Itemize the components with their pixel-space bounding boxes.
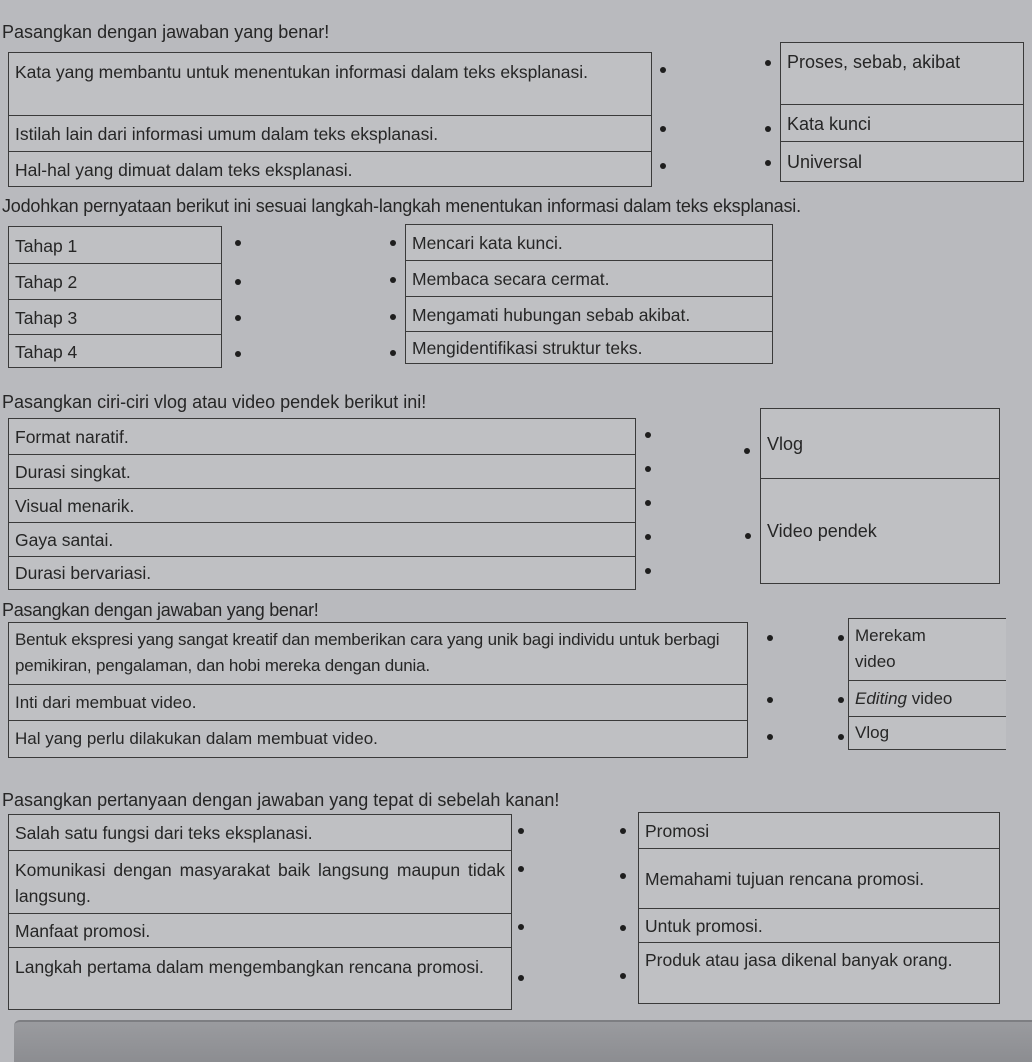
- question-item: Visual menarik.: [9, 488, 635, 523]
- left-connector-dot[interactable]: [660, 126, 666, 132]
- right-connector-dot[interactable]: [765, 60, 771, 66]
- answer-item: Mencari kata kunci.: [412, 233, 563, 253]
- section-4-right-column: [848, 618, 1006, 750]
- answer-item: Mengidentifikasi struktur teks.: [406, 331, 772, 364]
- section-1-title: Pasangkan dengan jawaban yang benar!: [2, 22, 330, 42]
- section-2-right-column: [405, 224, 773, 364]
- question-item: Tahap 4: [9, 334, 221, 368]
- section-5-right-column: [638, 812, 1000, 1004]
- question-item: Tahap 2: [9, 263, 221, 300]
- answer-item: Vlog: [767, 434, 804, 454]
- left-connector-dot[interactable]: [660, 67, 666, 73]
- left-connector-dot[interactable]: [767, 697, 773, 703]
- answer-item: Mengamati hubungan sebab akibat.: [406, 296, 772, 332]
- question-item: Durasi bervariasi.: [9, 556, 635, 589]
- answer-item-text: video: [906, 689, 953, 708]
- section-3-title: Pasangkan ciri-ciri vlog atau video pendek berikut ini!: [2, 392, 427, 412]
- section-4-left-column: [8, 622, 748, 758]
- right-connector-dot[interactable]: [765, 160, 771, 166]
- right-connector-dot[interactable]: [838, 734, 844, 740]
- left-connector-dot[interactable]: [235, 315, 241, 321]
- right-connector-dot[interactable]: [745, 533, 751, 539]
- left-connector-dot[interactable]: [518, 866, 524, 872]
- left-connector-dot[interactable]: [645, 500, 651, 506]
- question-item: Durasi singkat.: [9, 454, 635, 489]
- left-connector-dot[interactable]: [518, 924, 524, 930]
- question-item: Salah satu fungsi dari teks eksplanasi.: [15, 823, 313, 843]
- right-connector-dot[interactable]: [838, 697, 844, 703]
- question-item: Tahap 3: [9, 299, 221, 335]
- answer-item-italic: Editing: [855, 689, 907, 708]
- right-connector-dot[interactable]: [620, 873, 626, 879]
- right-connector-dot[interactable]: [390, 277, 396, 283]
- answer-item: Membaca secara cermat.: [406, 260, 772, 297]
- question-item: Bentuk ekspresi yang sangat kreatif dan memberikan cara yang unik bagi individu untuk berbagi pemikiran, pengalaman, dan hobi mereka dengan dunia.: [15, 630, 720, 675]
- answer-item: Merekam video: [855, 626, 926, 671]
- left-connector-dot[interactable]: [518, 975, 524, 981]
- section-1-left-column: [8, 52, 652, 187]
- right-connector-dot[interactable]: [620, 828, 626, 834]
- page-bottom-edge: [14, 1020, 1032, 1062]
- question-item: Istilah lain dari informasi umum dalam teks eksplanasi.: [9, 115, 651, 152]
- left-connector-dot[interactable]: [645, 568, 651, 574]
- left-connector-dot[interactable]: [235, 351, 241, 357]
- question-item: Hal-hal yang dimuat dalam teks eksplanasi.: [9, 151, 651, 187]
- section-2-title: Jodohkan pernyataan berikut ini sesuai langkah-langkah menentukan informasi dalam teks eksplanasi.: [2, 196, 801, 216]
- left-connector-dot[interactable]: [767, 734, 773, 740]
- right-connector-dot[interactable]: [838, 635, 844, 641]
- right-connector-dot[interactable]: [390, 314, 396, 320]
- answer-item: Proses, sebab, akibat: [787, 52, 961, 72]
- question-item: Manfaat promosi.: [9, 913, 511, 948]
- section-5-title: Pasangkan pertanyaan dengan jawaban yang tepat di sebelah kanan!: [2, 790, 560, 810]
- question-item: Komunikasi dengan masyarakat baik langsung maupun tidak langsung.: [9, 850, 511, 914]
- right-connector-dot[interactable]: [390, 350, 396, 356]
- left-connector-dot[interactable]: [645, 466, 651, 472]
- section-3-right-column: [760, 408, 1000, 584]
- answer-item: Memahami tujuan rencana promosi.: [639, 848, 999, 909]
- right-connector-dot[interactable]: [620, 973, 626, 979]
- answer-item: Promosi: [645, 821, 710, 841]
- left-connector-dot[interactable]: [235, 279, 241, 285]
- right-connector-dot[interactable]: [390, 240, 396, 246]
- answer-item: Universal: [781, 141, 1023, 181]
- right-connector-dot[interactable]: [620, 925, 626, 931]
- section-2-left-column: [8, 226, 222, 368]
- left-connector-dot[interactable]: [645, 432, 651, 438]
- answer-item: Kata kunci: [781, 104, 1023, 142]
- section-4-title: Pasangkan dengan jawaban yang benar!: [2, 600, 319, 620]
- answer-item: [849, 680, 1006, 717]
- right-connector-dot[interactable]: [765, 126, 771, 132]
- left-connector-dot[interactable]: [235, 240, 241, 246]
- question-item: Langkah pertama dalam mengembangkan rencana promosi.: [9, 947, 511, 1009]
- question-item: Tahap 1: [15, 235, 78, 256]
- question-item: Format naratif.: [15, 427, 129, 447]
- section-1-right-column: [780, 42, 1024, 182]
- right-connector-dot[interactable]: [744, 448, 750, 454]
- left-connector-dot[interactable]: [767, 635, 773, 641]
- left-connector-dot[interactable]: [518, 828, 524, 834]
- left-connector-dot[interactable]: [660, 163, 666, 169]
- answer-item: Video pendek: [761, 478, 999, 583]
- question-item: Kata yang membantu untuk menentukan informasi dalam teks eksplanasi.: [15, 62, 588, 82]
- left-connector-dot[interactable]: [645, 534, 651, 540]
- answer-item: Produk atau jasa dikenal banyak orang.: [639, 942, 999, 1003]
- question-item: Inti dari membuat video.: [9, 684, 747, 721]
- answer-item: Vlog: [849, 716, 1006, 749]
- section-5-left-column: [8, 814, 512, 1010]
- section-3-left-column: [8, 418, 636, 590]
- question-item: Gaya santai.: [9, 522, 635, 557]
- question-item: Hal yang perlu dilakukan dalam membuat video.: [9, 720, 747, 757]
- answer-item: Untuk promosi.: [639, 908, 999, 943]
